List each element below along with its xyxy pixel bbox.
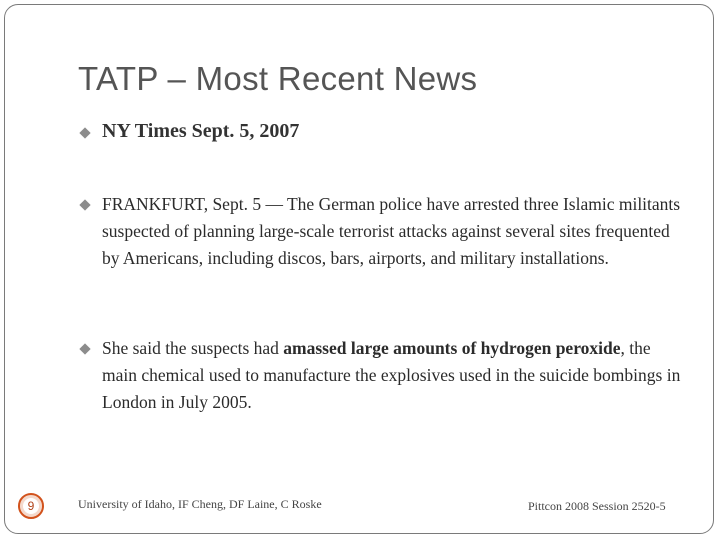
paragraph-1-text: FRANKFURT, Sept. 5 — The German police have arrested three Islamic militants suspected of planning large-scale terrorist attacks against several sites frequented by Americans, including discos, bars, airports, and military installations. xyxy=(102,194,681,268)
slide-title: TATP – Most Recent News xyxy=(78,60,478,97)
slide-number: 9 xyxy=(27,499,35,513)
source-text: NY Times Sept. 5, 2007 xyxy=(102,120,300,142)
bullet-paragraph-1 xyxy=(102,191,682,272)
bullet-source xyxy=(102,120,299,143)
slide-number-badge xyxy=(18,493,44,519)
footer-session: Pittcon 2008 Session 2520-5 xyxy=(528,499,666,513)
bullet-paragraph-2 xyxy=(102,335,682,416)
paragraph-2-pre: She said the suspects had xyxy=(102,338,284,358)
footer-credits: University of Idaho, IF Cheng, DF Laine, C Roske xyxy=(78,497,322,511)
paragraph-2-emphasis: amassed large amounts of hydrogen peroxide xyxy=(283,338,621,358)
paragraph-2-post: , the main chemical used to manufacture the explosives used in the suicide bombings in London in July 2005. xyxy=(102,338,681,412)
